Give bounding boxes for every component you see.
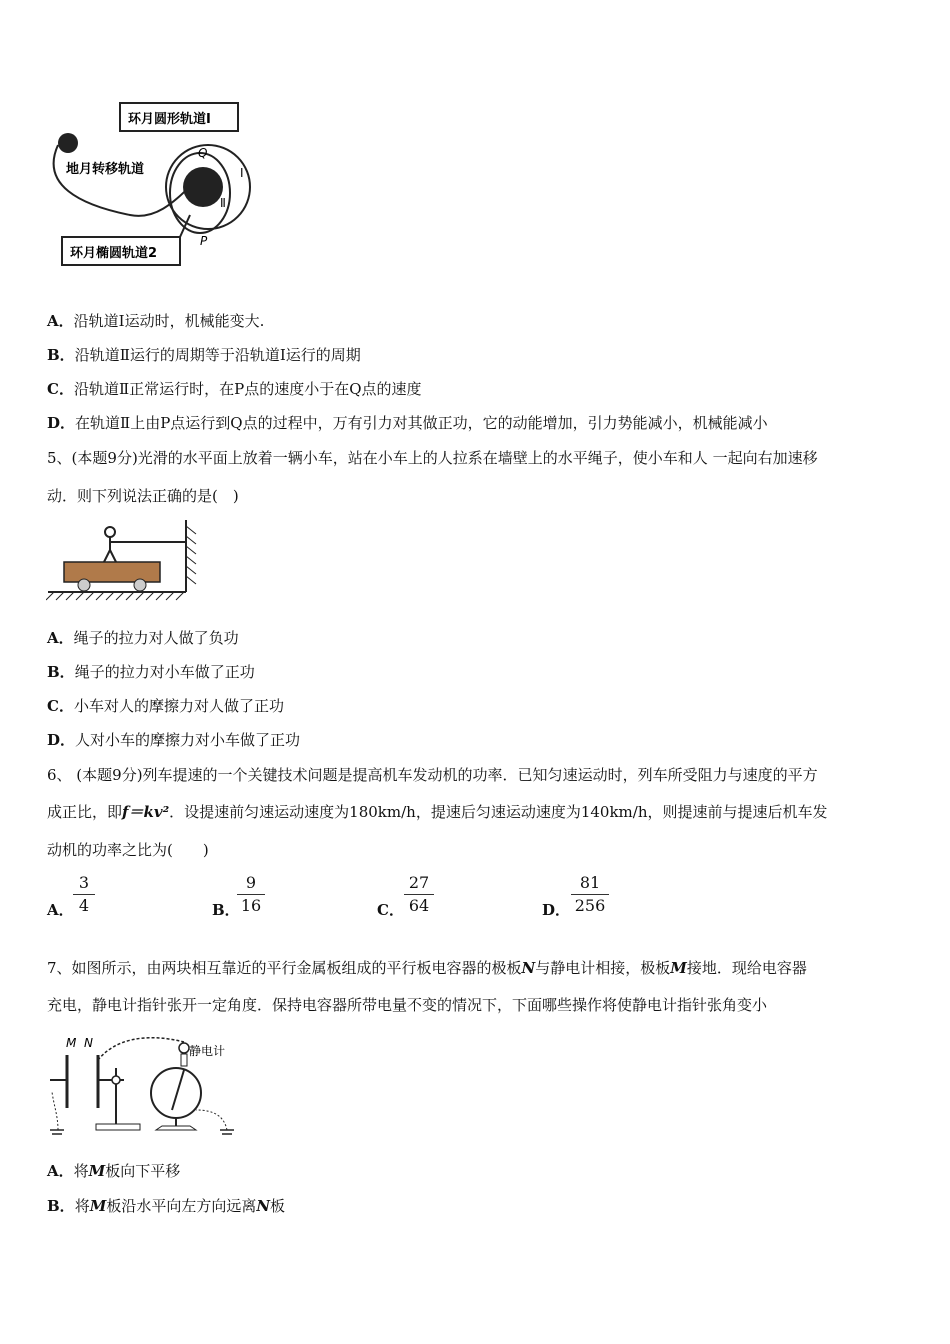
q4-option-a	[47, 311, 264, 331]
label-i: Ⅰ	[240, 166, 244, 180]
q6-option-a-letter: A．	[47, 901, 74, 919]
wire	[98, 1038, 184, 1060]
q4-option-d	[47, 413, 768, 433]
q6-option-c-fraction	[404, 872, 434, 917]
q7-option-b	[47, 1196, 285, 1216]
label-p: P	[200, 234, 208, 248]
q5-option-c	[47, 696, 284, 716]
electrometer-figure	[44, 1030, 240, 1142]
fraction-denominator: 256	[574, 896, 606, 915]
option-text-pre: 将	[74, 1197, 90, 1215]
label-transfer: 地月转移轨道	[66, 162, 145, 177]
option-text-post: 板向下平移	[105, 1162, 181, 1180]
fraction-denominator: 64	[408, 896, 430, 915]
q6-stem-line3: 动机的功率之比为( )	[47, 841, 209, 859]
option-text: 人对小车的摩擦力对小车做了正功	[75, 731, 301, 749]
option-letter: C．	[47, 380, 74, 398]
label-meter: 静电计	[189, 1044, 226, 1058]
cart-figure	[46, 518, 206, 606]
q7-text-c: 接地．现给电容器	[686, 959, 807, 977]
option-text: 沿轨道Ⅱ运行的周期等于沿轨道Ⅰ运行的周期	[74, 346, 361, 364]
q7-stem-line2: 充电，静电计指针张开一定角度．保持电容器所带电量不变的情况下，下面哪些操作将使静电计指针张角变小	[47, 996, 768, 1014]
q7-text-b: 与静电计相接，极板	[535, 959, 671, 977]
option-text: 沿轨道Ⅰ运动时，机械能变大.	[73, 312, 265, 330]
option-letter: A．	[47, 312, 74, 330]
option-letter: B．	[47, 346, 75, 364]
fraction-numerator: 81	[571, 872, 609, 895]
label-m: M	[66, 1036, 77, 1050]
option-letter: A．	[47, 629, 74, 647]
option-text-post: 板	[270, 1197, 286, 1215]
q7-text-a: 7、如图所示，由两块相互靠近的平行金属板组成的平行板电容器的极板	[47, 959, 522, 977]
small-earth	[58, 133, 78, 153]
q6-option-d-fraction	[571, 872, 609, 917]
option-var: M	[88, 1162, 106, 1180]
option-letter: C．	[47, 697, 74, 715]
q5-option-b	[47, 662, 255, 682]
option-text-mid: 板沿水平向左方向远离	[106, 1197, 257, 1215]
label-q: Q	[198, 146, 208, 160]
label-ii: Ⅱ	[220, 196, 226, 210]
option-var-2: N	[256, 1197, 271, 1215]
cart-wheel	[134, 579, 146, 591]
q6-option-b-fraction	[237, 872, 265, 917]
cart-body	[64, 562, 160, 582]
q5-stem-line1: 5、(本题9分)光滑的水平面上放着一辆小车，站在小车上的人拉系在墙壁上的水平绳子，使小车和人 一起向右加速移	[47, 449, 818, 467]
q4-option-c	[47, 379, 422, 399]
option-var: M	[89, 1197, 107, 1215]
fraction-numerator: 3	[73, 872, 95, 895]
q5-stem-line2: 动．则下列说法正确的是( )	[47, 487, 239, 505]
q6-stem-line2	[47, 802, 827, 822]
label-elliptical: 环月椭圆轨道2	[70, 246, 158, 261]
option-text-pre: 将	[73, 1162, 89, 1180]
option-text: 小车对人的摩擦力对人做了正功	[73, 697, 284, 715]
option-text: 在轨道Ⅱ上由P点运行到Q点的过程中，万有引力对其做正功，它的动能增加，引力势能减小，机械能减小	[75, 414, 768, 432]
fraction-numerator: 9	[237, 872, 265, 895]
cart-wheel	[78, 579, 90, 591]
orbit-figure	[40, 95, 265, 280]
q4-option-b	[47, 345, 361, 365]
transfer-path	[54, 145, 200, 216]
q5-option-d	[47, 730, 300, 750]
option-text: 绳子的拉力对小车做了正功	[74, 663, 255, 681]
moon	[183, 167, 223, 207]
option-text: 绳子的拉力对人做了负功	[73, 629, 239, 647]
q7-option-a	[47, 1161, 180, 1181]
q7-var-n: N	[521, 959, 536, 977]
q6-option-a-fraction	[73, 872, 95, 917]
q7-stem-line1	[47, 958, 807, 978]
q6-option-d-letter: D．	[542, 901, 571, 919]
q6-option-b-letter: B．	[212, 901, 240, 919]
option-text: 沿轨道Ⅱ正常运行时，在P点的速度小于在Q点的速度	[73, 380, 422, 398]
option-letter: D．	[47, 414, 76, 432]
fraction-denominator: 4	[78, 896, 90, 915]
q6-option-c-letter: C．	[377, 901, 404, 919]
q6-text-a: 成正比，即	[47, 803, 123, 821]
option-letter: D．	[47, 731, 76, 749]
fraction-numerator: 27	[404, 872, 434, 895]
label-circular: 环月圆形轨道Ⅰ	[128, 112, 211, 127]
option-letter: B．	[47, 1197, 75, 1215]
q7-var-m: M	[670, 959, 687, 977]
q5-option-a	[47, 628, 239, 648]
label-n: N	[84, 1036, 93, 1050]
person-head	[105, 527, 115, 537]
q6-text-b: ．设提速前匀速运动速度为180km/h，提速后匀速运动速度为140km/h，则提速前与提速后机车发	[169, 803, 828, 821]
fraction-denominator: 16	[240, 896, 262, 915]
q6-formula: f＝kv²	[122, 803, 170, 821]
q6-stem-line1: 6、 (本题9分)列车提速的一个关键技术问题是提高机车发动机的功率．已知匀速运动时，列车所受阻力与速度的平方	[47, 766, 818, 784]
meter-dial	[151, 1068, 201, 1118]
option-letter: B．	[47, 663, 75, 681]
option-letter: A．	[47, 1162, 74, 1180]
